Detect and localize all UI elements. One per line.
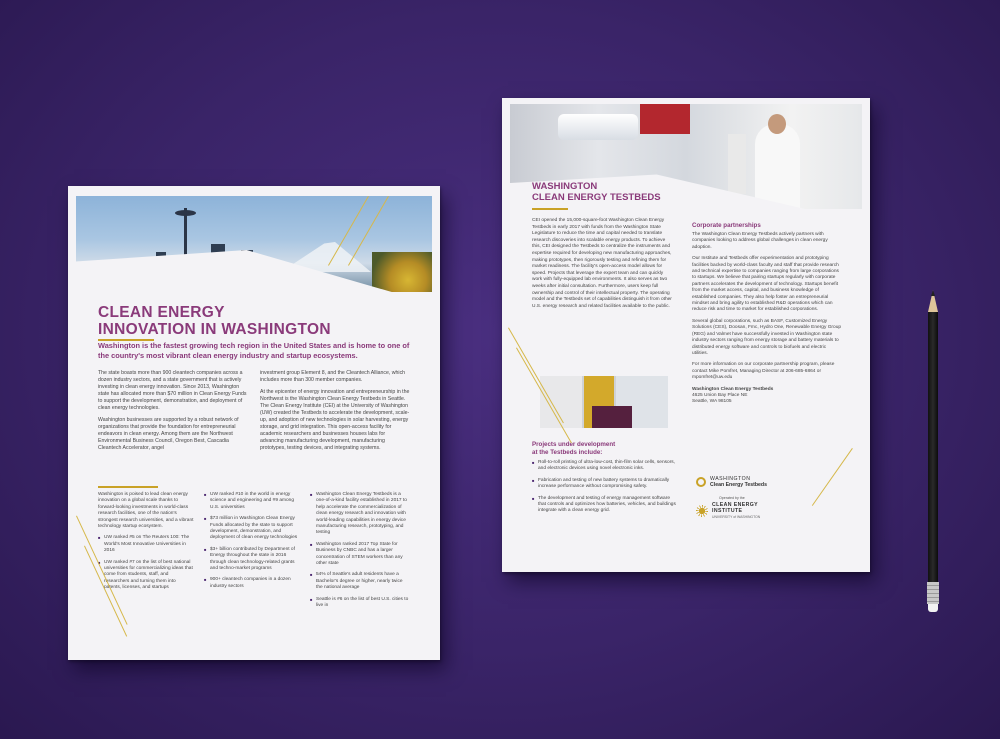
fact-item: ■ 900+ cleantech companies in a dozen industry sectors	[204, 577, 300, 590]
lab-equipment-red	[640, 104, 690, 134]
facts-column-3	[310, 492, 410, 615]
projects-heading	[532, 441, 682, 456]
projects-heading-line-1: Projects under development	[532, 441, 616, 448]
facts-rule	[98, 486, 158, 488]
lab-researcher-background	[728, 134, 746, 194]
logo-caption: Operated by the	[719, 496, 745, 500]
fact-item: ■ 54% of Seattle's adult residents have a Bachelor's degree or higher, nearly twice the national average	[310, 572, 410, 591]
page-title	[532, 182, 692, 203]
cei-sun-icon	[696, 505, 708, 517]
body-column-1	[98, 370, 248, 452]
title-line-1: CLEAN ENERGY	[98, 304, 225, 321]
project-item: ■ Roll-to-roll printing of ultra-low-cost, thin-film solar cells, sensors, and electronic devices using novel electronic inks.	[532, 460, 678, 473]
body-paragraph: investment group Element 8, and the Cleantech Alliance, which includes more than 300 member companies.	[260, 370, 406, 383]
contact-paragraph: For more information on our corporate partnership program, please contact Mike Pomfret, Managing Director at 206-685-6864 or mpomfret@uw.edu	[692, 362, 835, 381]
page-title	[98, 304, 398, 338]
body-paragraph: Several global corporations, such as BASF, Customized Energy Solutions (CES), Doosan, Fmc, Hydro One, Renewable Energy Group (REG) and Valmet have successfully invested in Washington state industry sectors ranging from energy storage and battery materials to distributed energy software and controls to biofuels and electric utilities.	[692, 318, 842, 356]
facts-column-2	[204, 492, 300, 595]
pencil-body	[928, 312, 938, 582]
projects-list	[532, 460, 678, 520]
lead-paragraph: Washington is the fastest growing tech region in the United States and is home to one of the country's most vibrant clean energy industry and startup ecosystems.	[98, 341, 410, 360]
body-column-2	[260, 370, 410, 452]
fact-item: ■ Washington ranked 2017 Top State for Business by CNBC and has a larger concentration of STEM workers than any other state	[310, 542, 410, 568]
space-needle-top	[175, 210, 196, 216]
testbeds-logo-text	[710, 476, 767, 488]
facts-column-1	[98, 492, 194, 597]
logo-text: UNIVERSITY of WASHINGTON	[712, 515, 761, 519]
fact-item: ■ Seattle is #6 on the list of best U.S. cities to live in	[310, 597, 410, 610]
pencil-ferrule	[927, 582, 939, 604]
fact-item: ■ $73 million in Washington Clean Energy Funds allocated by the state to support development, demonstration, and deployment of clean energy technologies	[204, 516, 300, 542]
fact-item: ■ UW ranked #5 on The Reuters 100: The World's Most Innovative Universities in 2016	[98, 535, 194, 554]
facts-intro: Washington is poised to lead clean energy innovation on a global scale thanks to forward-looking investments in world-class research facilities, one of the nation's strongest research universities, and a vibrant technology startup ecosystem.	[98, 492, 194, 530]
fact-item: ■ UW ranked #7 on the list of best national universities for commercializing ideas that come from students, staff, and researchers and turning them into patents, licenses, and startups	[98, 560, 194, 592]
body-paragraph: Washington businesses are supported by a robust network of organizations that provide the foundation for entrepreneurial endeavors in clean energy. Among them are the Northwest Environmental Business Council, Oregon Best, Cascadia Cleantech Accelerator, angel	[98, 417, 239, 451]
body-paragraph: The state boasts more than 900 cleantech companies across a dozen industry sectors, and a state government that is actively investing in clean energy innovation. Since 2013, Washington state has allocated more than $70 million in Clean Energy Funds to support the development, demonstration, and deployment of clean energy technologies.	[98, 370, 247, 411]
title-line-1: WASHINGTON	[532, 181, 598, 192]
testbeds-logo	[696, 476, 767, 488]
title-underline	[532, 208, 568, 210]
pencil-eraser	[928, 604, 938, 612]
logo-text: WASHINGTON	[710, 476, 751, 482]
title-line-2: CLEAN ENERGY TESTBEDS	[532, 191, 661, 203]
body-paragraph: At the epicenter of energy innovation and entrepreneurship in the Northwest is the Washington Clean Energy Testbeds in Seattle. The Clean Energy Institute (CEI) at the University of Washington (UW) created the Testbeds to accelerate the development, scale-up, and adoption of new technologies in solar harvesting, energy storage, and grid integration. This open-access facility for academic researchers and businesses houses labs for advancing manufacturing development, manufacturing prototypes, testing devices, and integrating systems.	[260, 389, 410, 451]
photo-panel	[592, 406, 632, 428]
logo-text: Clean Energy Testbeds	[710, 482, 767, 488]
body-column-2	[692, 232, 842, 406]
fact-item: ■ $3+ billion contributed by Department of Energy throughout the state in 2016 through clean technology-related grants and techno-market programs	[204, 547, 300, 573]
flyer-clean-energy-innovation	[68, 186, 440, 660]
projects-heading-line-2: at the Testbeds include:	[532, 448, 603, 456]
pencil	[928, 290, 938, 620]
testbeds-logo-icon	[696, 477, 706, 487]
lab-researcher	[755, 124, 800, 209]
title-line-2: INNOVATION IN WASHINGTON	[98, 321, 331, 338]
cei-logo	[696, 502, 760, 520]
lab-equipment-roll	[558, 114, 638, 140]
pencil-lead	[931, 290, 935, 296]
cei-logo-text	[712, 502, 760, 520]
body-column-1: CEI opened the 15,000-square-foot Washington Clean Energy Testbeds in early 2017 with funds from the Washington State Legislature to reduce the time and capital needed to translate research discoveries into scalable energy products. To achieve this, CEI designed the Testbeds to centralize the instruments and expertise required for developing new manufacturing approaches, making prototypes, then rigorously testing and refining them for market readiness. The facility's open-access model allows for speed. Projects that leverage the expert team and can quickly work with fully-equipped lab environments. It also serves as two weeks after initial consultation. Furthermore, users keep full ownership and control of their intellectual property. The operating model and the Testbeds set of capabilities distinguish it from other U.S. energy research and related facilities available to the public.	[532, 218, 672, 309]
body-paragraph: Our Institute and Testbeds offer experimentation and prototyping facilities backed by world-class faculty and staff that provide research and technical expertise to companies ranging from large corporations to startups. We believe that pairing startups regularly with corporate partners accelerates the development of technology. Startups benefit from the market access, capital, and business knowledge of established companies. They also help foster an entrepreneurial mindset and bring agility to established R&D operations which can reduce risk and time to market for established corporations.	[692, 256, 839, 313]
project-item: ■ Fabrication and testing of new battery systems to dramatically increase performance without compromising safety.	[532, 478, 678, 491]
project-item: ■ The development and testing of energy management software that controls and optimizes how batteries, vehicles, and buildings integrate with a clean energy grid.	[532, 496, 678, 515]
lab-researcher-head	[768, 114, 786, 134]
gold-decorative-line	[812, 448, 853, 506]
logo-text: CLEAN ENERGY	[712, 502, 759, 508]
partnerships-heading: Corporate partnerships	[692, 222, 761, 229]
address-city: Seattle, WA 98105	[692, 399, 732, 405]
logo-text: INSTITUTE	[712, 508, 743, 514]
address-name: Washington Clean Energy Testbeds	[692, 386, 774, 392]
address-street: 4625 Union Bay Place NE	[692, 392, 748, 398]
body-paragraph: The Washington Clean Energy Testbeds actively partners with companies looking to address global challenges in clean energy adoption.	[692, 232, 828, 250]
autumn-trees	[372, 252, 432, 292]
fact-item: ■ Washington Clean Energy Testbeds is a one-of-a-kind facility established in 2017 to help accelerate the commercialization of clean energy research and innovation with world-leading capabilities in energy device manufacturing research, prototyping, and testing	[310, 492, 410, 537]
flyer-clean-energy-testbeds	[502, 98, 870, 572]
fact-item: ■ UW ranked #10 in the world in energy science and engineering and #9 among U.S. universities	[204, 492, 300, 511]
